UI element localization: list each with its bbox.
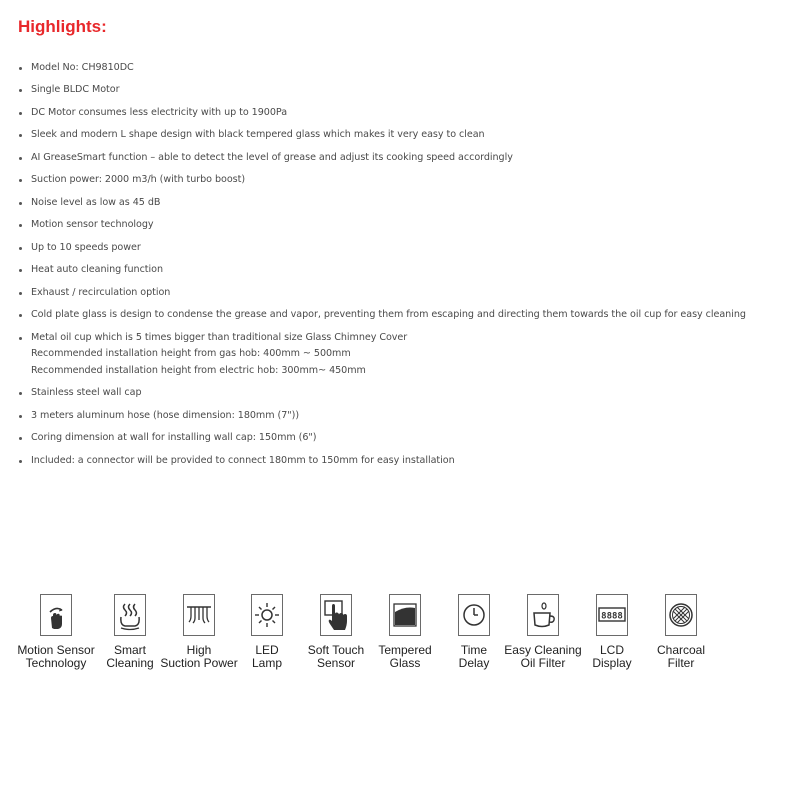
item-text: DC Motor consumes less electricity with up to 1900Pa [31, 106, 288, 118]
glass-panel-icon [389, 594, 421, 636]
bullet-icon [19, 157, 22, 160]
list-item [0, 82, 800, 99]
item-subtext: Recommended installation height from gas hob: 400mm ~ 500mm [31, 348, 351, 360]
feature-label-line1: Easy Cleaning [504, 643, 582, 657]
bullet-icon [19, 247, 22, 250]
list-item [0, 262, 800, 279]
item-text: Cold plate glass is design to condense the grease and vapor, preventing them from escaping and directing them towards the oil cup for easy cleaning [31, 309, 746, 321]
touch-hand-icon [320, 594, 352, 636]
feature-label-line1: Motion Sensor [17, 643, 95, 657]
feature-label-line1: Soft Touch [307, 643, 365, 657]
bullet-icon [19, 392, 22, 395]
feature-label-line2: Oil Filter [520, 656, 566, 670]
led-bulb-icon [251, 594, 283, 636]
feature-label-line1: Tempered [378, 643, 432, 657]
feature-tempered-glass [365, 594, 445, 670]
feature-led-lamp [227, 594, 307, 670]
feature-time-delay [434, 594, 514, 670]
item-text: Sleek and modern L shape design with black tempered glass which makes it very easy to clean [31, 129, 485, 141]
list-item [0, 150, 800, 167]
list-item [0, 127, 800, 144]
feature-label-line1: Smart [113, 643, 146, 657]
list-item [0, 285, 800, 302]
feature-label-line2: Glass [389, 656, 421, 670]
item-text: Suction power: 2000 m3/h (with turbo boost) [31, 174, 246, 186]
feature-charcoal-filter [641, 594, 721, 670]
bullet-icon [19, 337, 22, 340]
bullet-icon [19, 67, 22, 70]
feature-label-line2: Filter [667, 656, 695, 670]
suction-icon [183, 594, 215, 636]
bullet-icon [19, 314, 22, 317]
item-text: AI GreaseSmart function – able to detect the level of grease and adjust its cooking speed accordingly [31, 151, 513, 163]
oil-cup-icon [527, 594, 559, 636]
list-item [0, 385, 800, 402]
feature-label-line1: High [186, 643, 212, 657]
feature-label-line1: LED [255, 643, 279, 657]
item-text: Model No: CH9810DC [31, 62, 134, 73]
item-text: Metal oil cup which is 5 times bigger than traditional size Glass Chimney Cover [31, 331, 408, 343]
bullet-icon [19, 437, 22, 440]
bullet-icon [19, 202, 22, 205]
list-item [0, 217, 800, 234]
feature-label-line1: LCD [599, 643, 624, 657]
feature-soft-touch [296, 594, 376, 670]
feature-label-line2: Cleaning [106, 656, 154, 670]
item-text: Stainless steel wall cap [31, 387, 142, 399]
feature-label-line1: Charcoal [656, 643, 706, 657]
bullet-icon [19, 292, 22, 295]
feature-label-line2: Technology [25, 656, 87, 670]
list-item [0, 453, 800, 470]
item-text: Up to 10 speeds power [31, 241, 141, 253]
list-item [0, 195, 800, 212]
bullet-icon [19, 134, 22, 137]
bullet-icon [19, 112, 22, 115]
heat-swirl-icon [114, 594, 146, 636]
item-text: Coring dimension at wall for installing wall cap: 150mm (6") [31, 432, 317, 444]
highlights-list [0, 60, 800, 475]
feature-icons-row [16, 594, 796, 684]
feature-label-line2: Display [592, 656, 632, 670]
bullet-icon [19, 89, 22, 92]
bullet-icon [19, 269, 22, 272]
list-item [0, 408, 800, 425]
item-text: 3 meters aluminum hose (hose dimension: 180mm (7")) [31, 409, 300, 421]
bullet-icon [19, 179, 22, 182]
item-text: Heat auto cleaning function [31, 264, 163, 276]
list-item [0, 240, 800, 257]
hand-wave-icon [40, 594, 72, 636]
item-subtext: Recommended installation height from electric hob: 300mm~ 450mm [31, 365, 366, 376]
feature-label-line2: Lamp [251, 656, 283, 670]
charcoal-filter-icon [665, 594, 697, 636]
page-title: Highlights: [18, 17, 107, 36]
clock-icon [458, 594, 490, 636]
item-text: Noise level as low as 45 dB [31, 196, 161, 208]
item-text: Included: a connector will be provided to connect 180mm to 150mm for easy installation [31, 454, 455, 466]
bullet-icon [19, 460, 22, 463]
list-item [0, 172, 800, 189]
list-item [0, 330, 800, 380]
list-item [0, 105, 800, 122]
feature-label-line2: Sensor [316, 656, 356, 670]
lcd-display-icon [596, 594, 628, 636]
item-text: Single BLDC Motor [31, 84, 120, 96]
feature-easy-cleaning-filter [503, 594, 583, 670]
bullet-icon [19, 224, 22, 227]
list-item [0, 430, 800, 447]
feature-label-line2: Suction Power [160, 656, 238, 670]
feature-label-line1: Time [460, 643, 488, 657]
item-text: Exhaust / recirculation option [31, 286, 171, 298]
feature-lcd-display [572, 594, 652, 670]
item-text: Motion sensor technology [31, 219, 154, 231]
list-item [0, 60, 800, 77]
lcd-digits: 8888 [601, 611, 623, 622]
bullet-icon [19, 415, 22, 418]
feature-smart-cleaning [90, 594, 170, 670]
feature-label-line2: Delay [458, 656, 490, 670]
list-item [0, 307, 800, 324]
feature-motion-sensor [16, 594, 96, 670]
